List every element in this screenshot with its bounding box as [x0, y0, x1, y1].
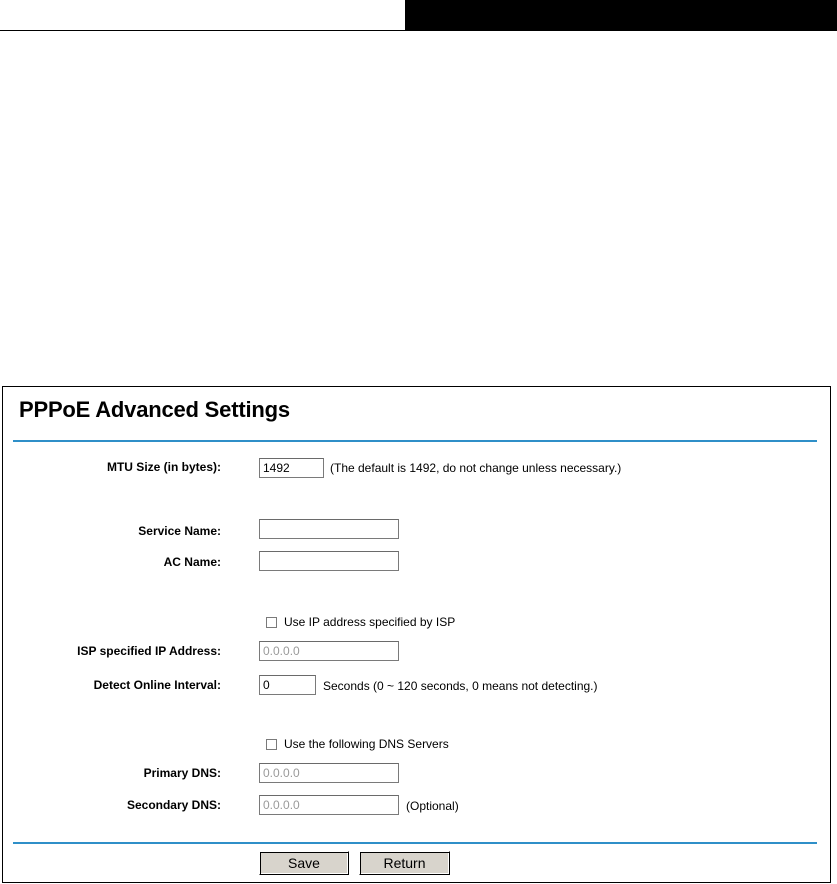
secondary-dns-input[interactable]	[259, 795, 399, 815]
isp-ip-input[interactable]	[259, 641, 399, 661]
return-button[interactable]: Return	[359, 851, 450, 875]
page-title: PPPoE Advanced Settings	[19, 397, 290, 422]
isp-ip-label: ISP specified IP Address:	[77, 644, 221, 658]
mtu-input[interactable]	[259, 458, 324, 478]
pppoe-advanced-settings-panel	[2, 386, 831, 883]
save-button[interactable]: Save	[259, 851, 349, 875]
secondary-dns-label: Secondary DNS:	[126, 798, 221, 812]
header-divider	[0, 30, 837, 31]
mtu-label: MTU Size (in bytes):	[106, 460, 221, 474]
secondary-dns-hint: (Optional)	[406, 799, 459, 813]
primary-dns-input[interactable]	[259, 763, 399, 783]
mtu-hint: (The default is 1492, do not change unless necessary.)	[330, 461, 622, 475]
use-isp-ip-label: Use IP address specified by ISP	[284, 615, 456, 629]
service-name-input[interactable]	[259, 519, 399, 539]
use-isp-ip-checkbox[interactable]	[266, 617, 277, 628]
detect-interval-hint: Seconds (0 ~ 120 seconds, 0 means not detecting.)	[323, 679, 598, 693]
use-dns-label: Use the following DNS Servers	[284, 737, 449, 751]
ac-name-label: AC Name:	[163, 555, 221, 569]
header-bar	[405, 0, 837, 30]
bottom-divider	[13, 842, 817, 844]
detect-interval-input[interactable]	[259, 675, 316, 695]
detect-interval-label: Detect Online Interval:	[93, 678, 221, 692]
use-dns-checkbox[interactable]	[266, 739, 277, 750]
ac-name-input[interactable]	[259, 551, 399, 571]
top-divider	[13, 440, 817, 442]
primary-dns-label: Primary DNS:	[143, 766, 221, 780]
service-name-label: Service Name:	[138, 524, 221, 538]
